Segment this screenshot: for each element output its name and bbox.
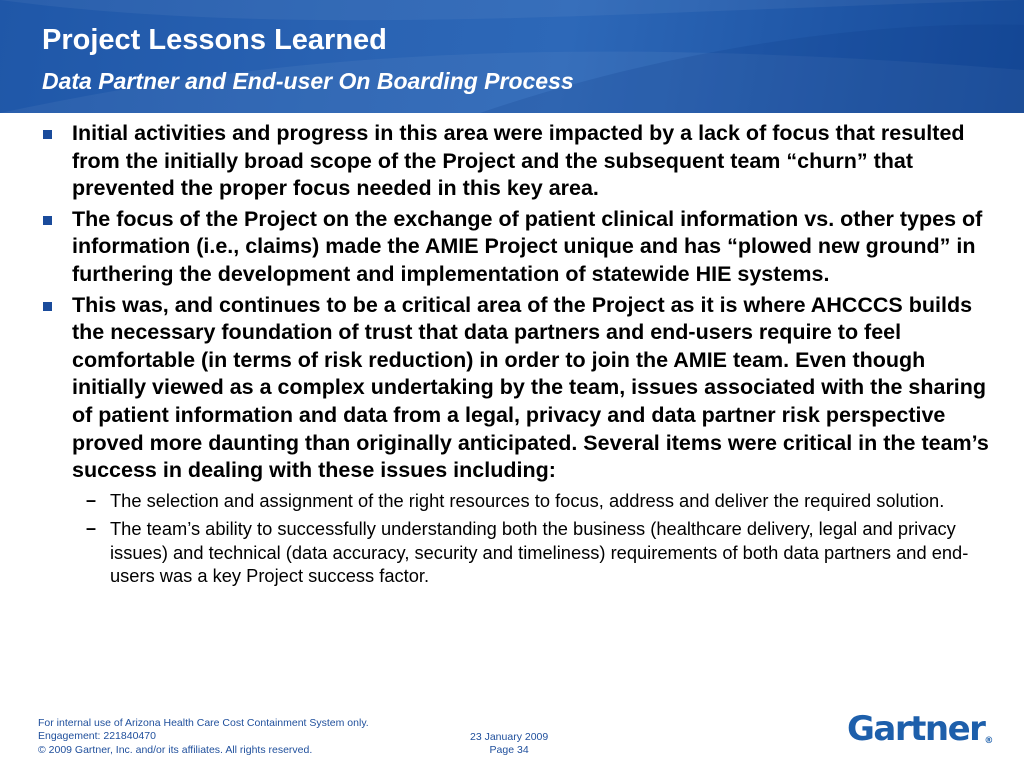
sub-bullet-text: The selection and assignment of the right resources to focus, address and deliver the required solution. (110, 489, 945, 511)
bullet-item (38, 206, 998, 289)
sub-bullet-list (72, 489, 998, 588)
footer-notice (38, 717, 369, 757)
page-number: Page 34 (489, 744, 529, 757)
sub-bullet-text: The team’s ability to successfully understanding both the business (healthcare delivery, legal and privacy issues) and technical (data accuracy, security and timeliness) requirements of both data partners and end-users was a key Project success factor. (110, 518, 969, 587)
bullet-text: This was, and continues to be a critical area of the Project as it is where AHCCCS builds the necessary foundation of trust that data partners and end-users require to feel comfortable (in terms of risk reduction) in order to join the AMIE team. Even though initially viewed as a complex undertaking by the team, issues associated with the sharing of patient information and data from a legal, privacy and data partner risk perspective proved more daunting than originally anticipated. Several items were critical in the team’s success in dealing with these issues including: (72, 292, 989, 483)
dash-bullet-icon: – (86, 518, 97, 539)
header-decoration (0, 0, 1024, 113)
bullet-item (38, 292, 998, 485)
registered-mark: ® (984, 736, 994, 746)
bullet-text: Initial activities and progress in this area were impacted by a lack of focus that resulted from the initially broad scope of the Project and the subsequent team “churn” that prevented the proper focus needed in this key area. (72, 121, 965, 201)
sub-bullet-item (72, 489, 998, 513)
gartner-logo (847, 709, 994, 749)
footer-date-page (470, 731, 548, 758)
dash-bullet-icon: – (86, 489, 97, 510)
square-bullet-icon (43, 302, 52, 311)
logo-text: Gartner (847, 709, 985, 749)
copyright-notice: © 2009 Gartner, Inc. and/or its affiliates. All rights reserved. (38, 743, 313, 756)
engagement-number: Engagement: 221840470 (38, 730, 156, 743)
sub-bullet-item (72, 517, 998, 588)
bullet-item (38, 120, 998, 203)
square-bullet-icon (43, 216, 52, 225)
footer-date: 23 January 2009 (470, 731, 549, 743)
header-banner (0, 0, 1024, 113)
internal-use-notice: For internal use of Arizona Health Care Cost Containment System only. (38, 717, 369, 729)
page-title: Project Lessons Learned (42, 24, 387, 56)
bullet-text: The focus of the Project on the exchange of patient clinical information vs. other types of information (i.e., claims) made the AMIE Project unique and has “plowed new ground” in furthering the development and implementation of statewide HIE systems. (72, 206, 983, 286)
slide-body (38, 120, 998, 593)
square-bullet-icon (43, 130, 52, 139)
page-subtitle: Data Partner and End-user On Boarding Process (42, 68, 574, 94)
